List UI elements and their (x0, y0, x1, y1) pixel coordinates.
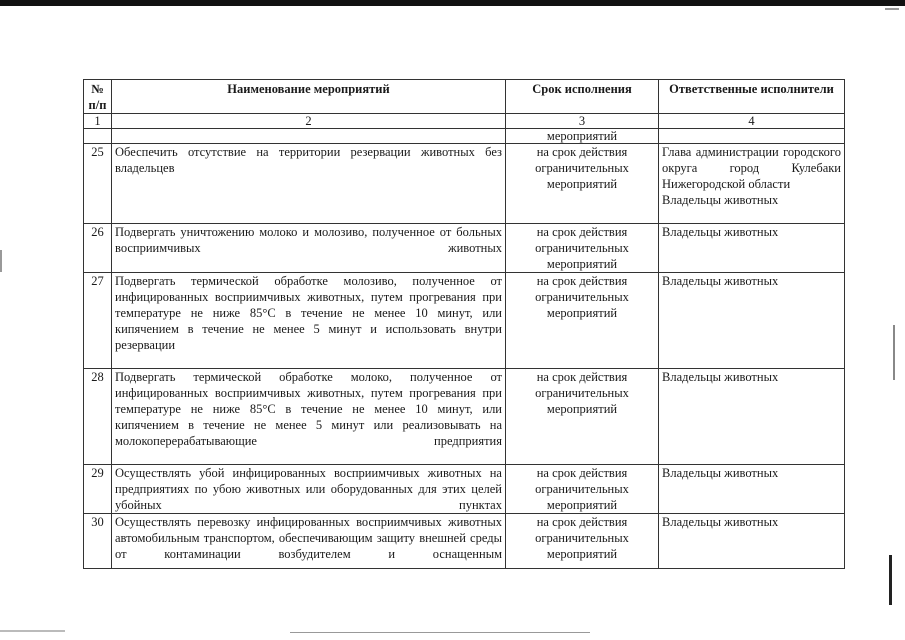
row-number: 28 (84, 369, 112, 465)
scan-edge-mark (290, 632, 590, 633)
scan-top-border (0, 0, 905, 6)
scan-edge-mark (893, 325, 895, 380)
column-index: 1 (84, 114, 112, 129)
row-number: 29 (84, 465, 112, 514)
responsible-cell (659, 144, 845, 224)
header-num: № п/п (84, 80, 112, 114)
table-row (84, 224, 845, 273)
measure-text: Подвергать термической обработке молоко, полученное от инфицированных восприимчивых животных, путем прогревания при температуре не ниже 85°С в течение не менее 10 минут, или кипячением в течение не менее 5 минут или реализовывать на молокоперерабатывающие предприятия (112, 369, 506, 465)
term-text: на срок действия ограничительных мероприятий (506, 144, 659, 224)
term-text: на срок действия ограничительных мероприятий (506, 369, 659, 465)
row-number: 26 (84, 224, 112, 273)
column-index: 4 (659, 114, 845, 129)
table-row (84, 465, 845, 514)
responsible-text: Владельцы животных (659, 273, 845, 369)
column-index: 3 (506, 114, 659, 129)
scan-edge-mark (889, 555, 892, 605)
table-row (84, 369, 845, 465)
table-row (84, 273, 845, 369)
responsible-text: Владельцы животных (659, 465, 845, 514)
scan-edge-mark (0, 630, 65, 632)
responsible-text: Глава администрации городского округа город Кулебаки Нижегородской области (662, 145, 841, 191)
measure-text: Подвергать термической обработке молозиво, полученное от инфицированных восприимчивых животных, путем прогревания при температуре не ниже 85°С в течение не менее 10 минут, или кипячением в течение не менее 5 минут и использовать внутри резервации (112, 273, 506, 369)
column-index-row (84, 114, 845, 129)
row-number: 25 (84, 144, 112, 224)
row-number: 27 (84, 273, 112, 369)
table-row (84, 144, 845, 224)
term-text: на срок действия ограничительных мероприятий (506, 273, 659, 369)
term-text: на срок действия ограничительных мероприятий (506, 465, 659, 514)
term-text: на срок действия ограничительных мероприятий (506, 224, 659, 273)
header-name: Наименование мероприятий (112, 80, 506, 114)
table-row (84, 514, 845, 569)
responsible-text: Владельцы животных (662, 193, 779, 207)
row-number: 30 (84, 514, 112, 569)
responsible-text: Владельцы животных (659, 514, 845, 569)
measure-text: Подвергать уничтожению молоко и молозиво, полученное от больных восприимчивых животных (112, 224, 506, 273)
term-text: на срок действия ограничительных мероприятий (506, 514, 659, 569)
measure-text: Осуществлять убой инфицированных восприимчивых животных на предприятиях по убою животных или оборудованных для этих целей убойных пунктах (112, 465, 506, 514)
scan-edge-mark (885, 8, 899, 10)
header-term: Срок исполнения (506, 80, 659, 114)
continuation-term: мероприятий (506, 129, 659, 144)
continuation-row (84, 129, 845, 144)
responsible-text: Владельцы животных (659, 224, 845, 273)
measure-text: Обеспечить отсутствие на территории резервации животных без владельцев (112, 144, 506, 224)
responsible-text: Владельцы животных (659, 369, 845, 465)
measures-table (83, 79, 845, 569)
header-responsible: Ответственные исполнители (659, 80, 845, 114)
measure-text: Осуществлять перевозку инфицированных восприимчивых животных автомобильным транспортом, обеспечивающим защиту внешней среды от контаминации возбудителем и оснащенным (112, 514, 506, 569)
column-index: 2 (112, 114, 506, 129)
header-row (84, 80, 845, 114)
scan-edge-mark (0, 250, 2, 272)
